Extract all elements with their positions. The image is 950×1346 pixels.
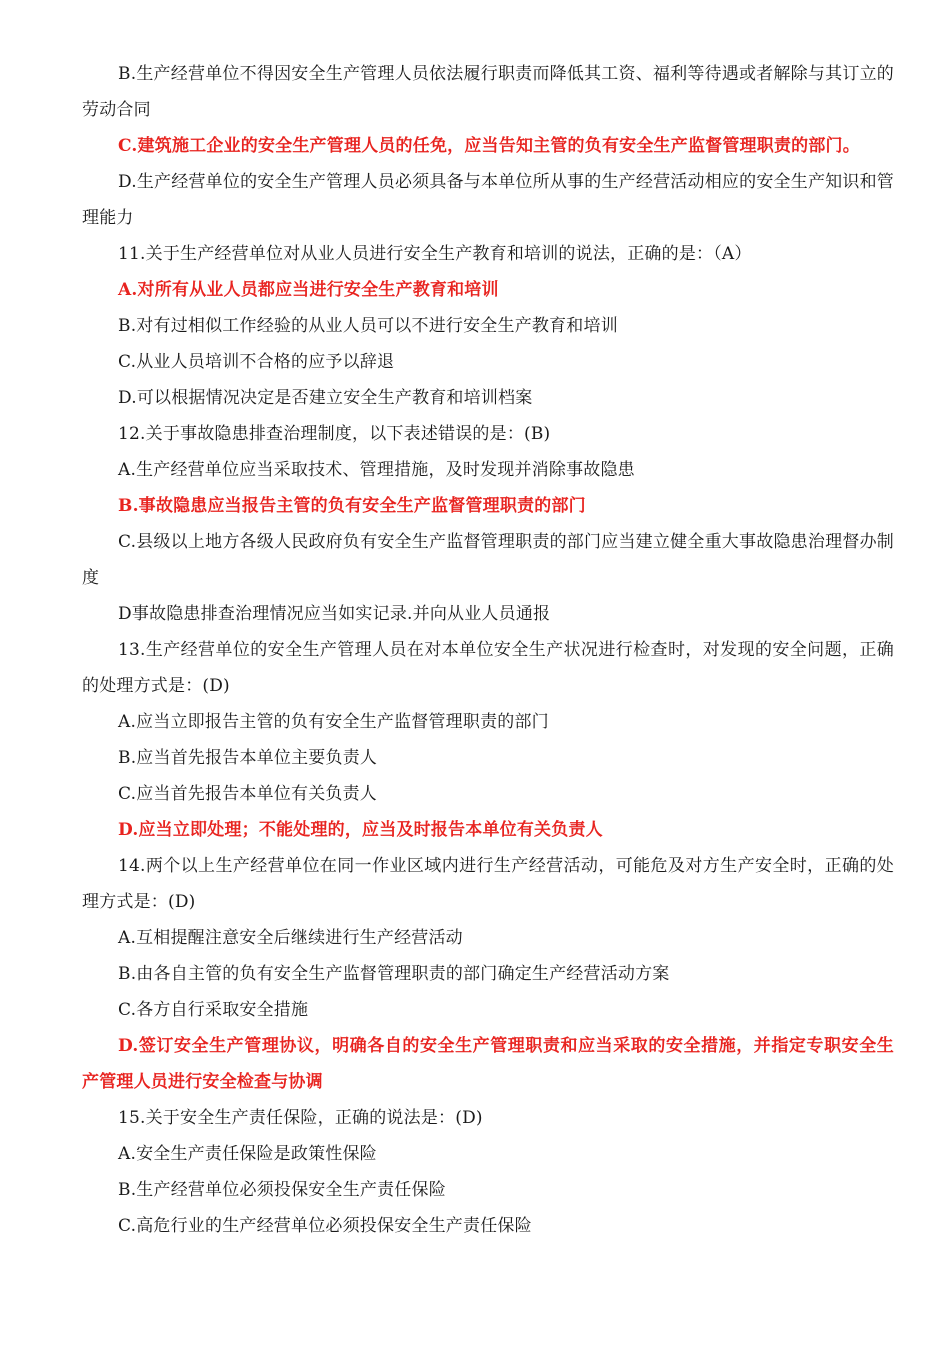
answer-option-text: D.应当立即处理；不能处理的，应当及时报告本单位有关负责人 <box>118 820 603 840</box>
document-body <box>82 56 894 1244</box>
question-text: 11.关于生产经营单位对从业人员进行安全生产教育和培训的说法，正确的是：（A） <box>118 244 752 264</box>
option-text: D.可以根据情况决定是否建立安全生产教育和培训档案 <box>118 388 533 408</box>
answer-option-text: D.签订安全生产管理协议，明确各自的安全生产管理职责和应当采取的安全措施，并指定专职安全生产管理人员进行安全检查与协调 <box>82 1036 894 1092</box>
option-text: A.应当立即报告主管的负有安全生产监督管理职责的部门 <box>118 712 549 732</box>
option-text: C.各方自行采取安全措施 <box>118 1000 309 1020</box>
answer-option-text: C.建筑施工企业的安全生产管理人员的任免，应当告知主管的负有安全生产监督管理职责的部门。 <box>118 136 860 156</box>
option-text: C.从业人员培训不合格的应予以辞退 <box>118 352 395 372</box>
option-text: B.应当首先报告本单位主要负责人 <box>118 748 378 768</box>
option-text: D.生产经营单位的安全生产管理人员必须具备与本单位所从事的生产经营活动相应的安全生产知识和管理能力 <box>82 172 894 228</box>
option-text: C.应当首先报告本单位有关负责人 <box>118 784 378 804</box>
option-text: C.县级以上地方各级人民政府负有安全生产监督管理职责的部门应当建立健全重大事故隐患治理督办制度 <box>82 532 894 588</box>
option-text: A.互相提醒注意安全后继续进行生产经营活动 <box>118 928 463 948</box>
question-text: 13.生产经营单位的安全生产管理人员在对本单位安全生产状况进行检查时，对发现的安全问题，正确的处理方式是：(D) <box>82 640 894 696</box>
option-text: C.高危行业的生产经营单位必须投保安全生产责任保险 <box>118 1216 532 1236</box>
answer-option-text: B.事故隐患应当报告主管的负有安全生产监督管理职责的部门 <box>118 496 586 516</box>
option-text: B.对有过相似工作经验的从业人员可以不进行安全生产教育和培训 <box>118 316 618 336</box>
question-text: 15.关于安全生产责任保险，正确的说法是：(D) <box>118 1108 483 1128</box>
option-text: B.生产经营单位必须投保安全生产责任保险 <box>118 1180 446 1200</box>
option-text: B.由各自主管的负有安全生产监督管理职责的部门确定生产经营活动方案 <box>118 964 670 984</box>
answer-option-text: A.对所有从业人员都应当进行安全生产教育和培训 <box>118 280 499 300</box>
option-text: A.生产经营单位应当采取技术、管理措施，及时发现并消除事故隐患 <box>118 460 635 480</box>
option-text: D事故隐患排查治理情况应当如实记录.并向从业人员通报 <box>118 604 551 624</box>
option-text: B.生产经营单位不得因安全生产管理人员依法履行职责而降低其工资、福利等待遇或者解除与其订立的劳动合同 <box>82 64 894 120</box>
question-text: 14.两个以上生产经营单位在同一作业区域内进行生产经营活动，可能危及对方生产安全时，正确的处理方式是：(D) <box>82 856 894 912</box>
option-text: A.安全生产责任保险是政策性保险 <box>118 1144 377 1164</box>
question-text: 12.关于事故隐患排查治理制度，以下表述错误的是：(B) <box>118 424 551 444</box>
